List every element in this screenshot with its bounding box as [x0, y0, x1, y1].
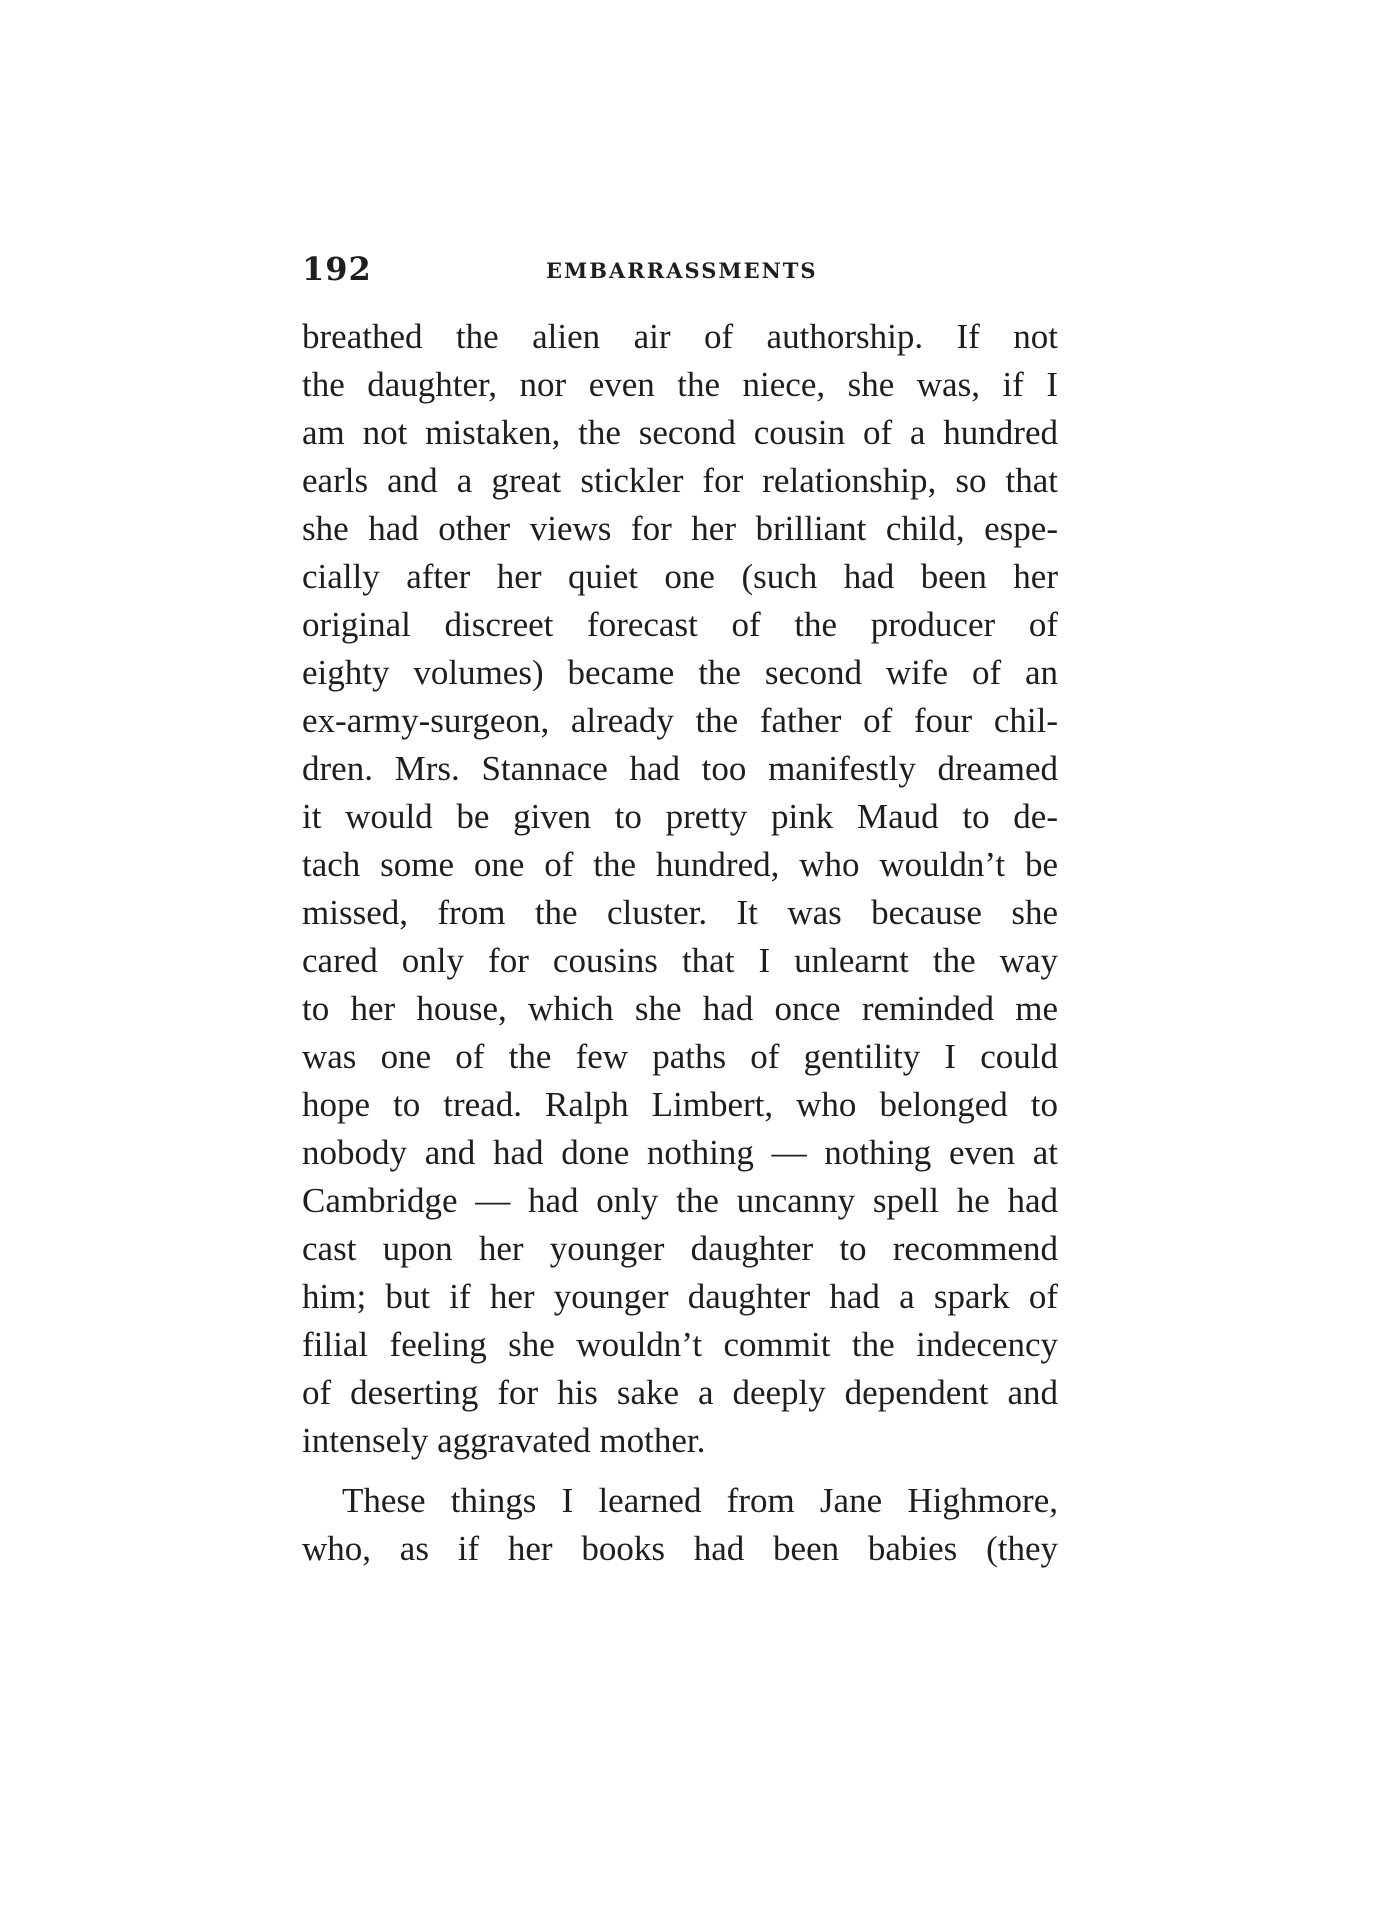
text-line: intensely aggravated mother. [302, 1421, 706, 1460]
text-line: was one of the few paths of gentility I could [302, 1037, 1058, 1076]
text-line: of deserting for his sake a deeply dependent and [302, 1373, 1058, 1412]
text-line: cially after her quiet one (such had been her [302, 557, 1058, 596]
text-line: who, as if her books had been babies (they [302, 1529, 1058, 1568]
text-line: earls and a great stickler for relationship, so that [302, 461, 1058, 500]
text-line: am not mistaken, the second cousin of a hundred [302, 413, 1058, 452]
text-line: cared only for cousins that I unlearnt the way [302, 941, 1058, 980]
paragraph-gap [302, 1465, 1058, 1477]
running-head: EMBARRASSMENTS [546, 258, 818, 283]
text-line: it would be given to pretty pink Maud to de- [302, 797, 1058, 836]
text-line: These things I learned from Jane Highmore, [342, 1481, 1058, 1520]
text-line: hope to tread. Ralph Limbert, who belonged to [302, 1085, 1058, 1124]
text-line: dren. Mrs. Stannace had too manifestly dreamed [302, 749, 1058, 788]
text-line: filial feeling she wouldn’t commit the indecency [302, 1325, 1058, 1364]
page-number: 192 [302, 250, 372, 288]
text-line: ex-army-surgeon, already the father of four chil- [302, 701, 1058, 740]
text-line: tach some one of the hundred, who wouldn’t be [302, 845, 1058, 884]
text-line: missed, from the cluster. It was because she [302, 893, 1058, 932]
text-line: to her house, which she had once reminded me [302, 989, 1058, 1028]
paragraph-2 [302, 1477, 1058, 1573]
page-header [302, 246, 1058, 292]
paragraph-1 [302, 313, 1058, 1465]
text-line: eighty volumes) became the second wife of an [302, 653, 1058, 692]
text-line: cast upon her younger daughter to recommend [302, 1229, 1058, 1268]
text-line: original discreet forecast of the producer of [302, 605, 1058, 644]
text-line: the daughter, nor even the niece, she was, if I [302, 365, 1058, 404]
text-line: she had other views for her brilliant child, espe- [302, 509, 1058, 548]
text-line: him; but if her younger daughter had a spark of [302, 1277, 1058, 1316]
body-text [302, 313, 1058, 1573]
text-line: breathed the alien air of authorship. If not [302, 317, 1058, 356]
text-line: Cambridge — had only the uncanny spell he had [302, 1181, 1058, 1220]
text-line: nobody and had done nothing — nothing even at [302, 1133, 1058, 1172]
